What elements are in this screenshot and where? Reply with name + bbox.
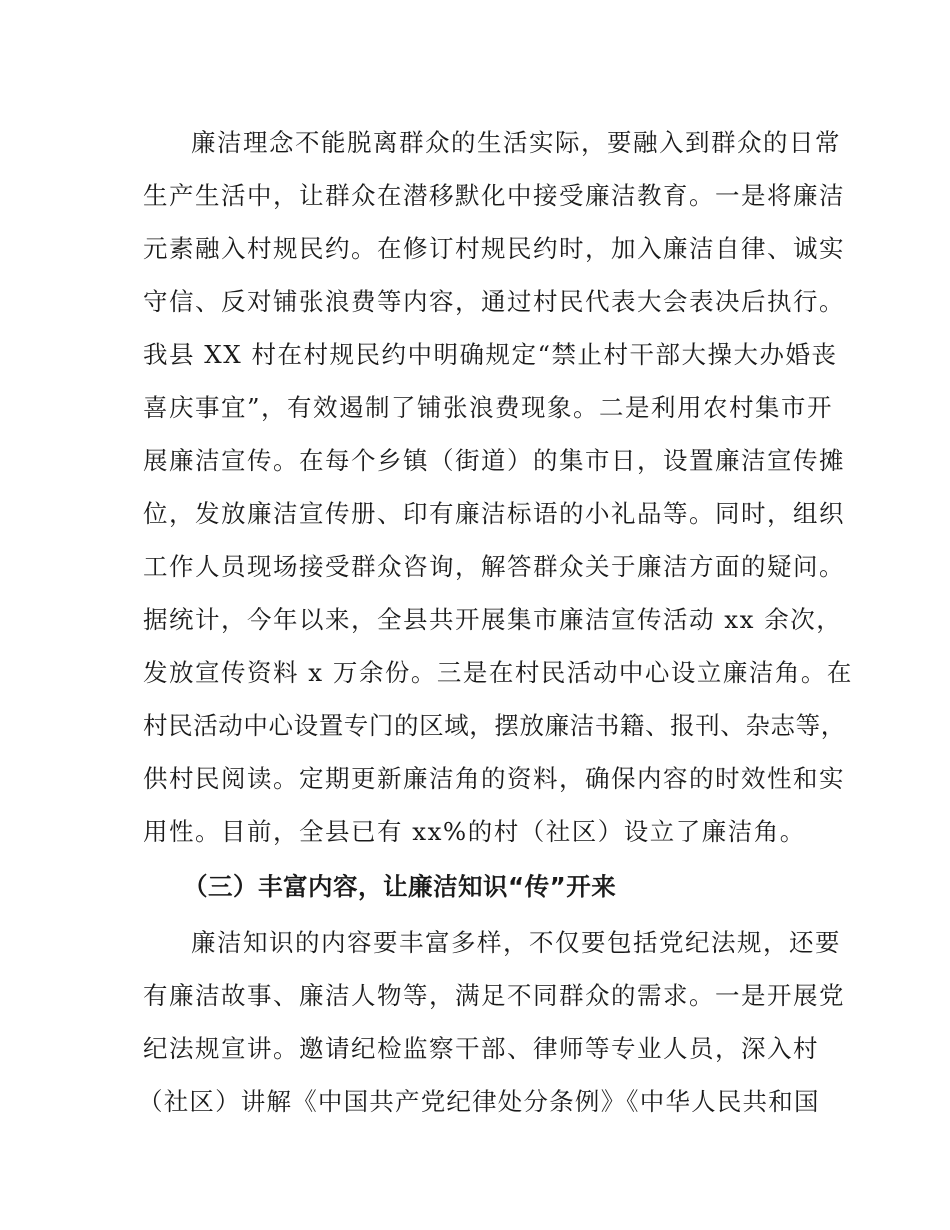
- paragraph-1-line-5: 我县 XX 村在村规民约中明确规定“禁止村干部大操大办婚丧: [143, 340, 838, 369]
- section-heading: （三）丰富内容，让廉洁知识“传”开来: [183, 872, 617, 901]
- paragraph-1-line-7: 展廉洁宣传。在每个乡镇（街道）的集市日，设置廉洁宣传摊: [143, 446, 845, 475]
- paragraph-1-line-13: 供村民阅读。定期更新廉洁角的资料，确保内容的时效性和实: [143, 764, 845, 793]
- paragraph-2-line-1: 廉洁知识的内容要丰富多样，不仅要包括党纪法规，还要: [191, 928, 841, 957]
- paragraph-1-line-6: 喜庆事宜”，有效遏制了铺张浪费现象。二是利用农村集市开: [143, 393, 834, 422]
- paragraph-1-line-4: 守信、反对铺张浪费等内容，通过村民代表大会表决后执行。: [143, 287, 845, 316]
- paragraph-2-line-3: 纪法规宣讲。邀请纪检监察干部、律师等专业人员，深入村: [143, 1034, 819, 1063]
- paragraph-1-line-12: 村民活动中心设置专门的区域，摆放廉洁书籍、报刊、杂志等，: [143, 711, 846, 740]
- paragraph-2-line-2: 有廉洁故事、廉洁人物等，满足不同群众的需求。一是开展党: [143, 981, 845, 1010]
- paragraph-2-line-4: （社区）讲解《中国共产党纪律处分条例》《中华人民共和国: [138, 1087, 820, 1116]
- paragraph-1-line-2: 生产生活中，让群众在潜移默化中接受廉洁教育。一是将廉洁: [143, 181, 845, 210]
- paragraph-1-line-1: 廉洁理念不能脱离群众的生活实际，要融入到群众的日常: [191, 128, 841, 157]
- paragraph-1-line-3: 元素融入村规民约。在修订村规民约时，加入廉洁自律、诚实: [143, 234, 845, 263]
- paragraph-1-line-9: 工作人员现场接受群众咨询，解答群众关于廉洁方面的疑问。: [143, 552, 845, 581]
- paragraph-1-line-10: 据统计，今年以来，全县共开展集市廉洁宣传活动 xx 余次，: [143, 605, 843, 634]
- paragraph-1-line-8: 位，发放廉洁宣传册、印有廉洁标语的小礼品等。同时，组织: [143, 499, 845, 528]
- paragraph-1-line-11: 发放宣传资料 x 万余份。三是在村民活动中心设立廉洁角。在: [143, 658, 853, 687]
- paragraph-1-line-14: 用性。目前，全县已有 xx%的村（社区）设立了廉洁角。: [143, 817, 806, 846]
